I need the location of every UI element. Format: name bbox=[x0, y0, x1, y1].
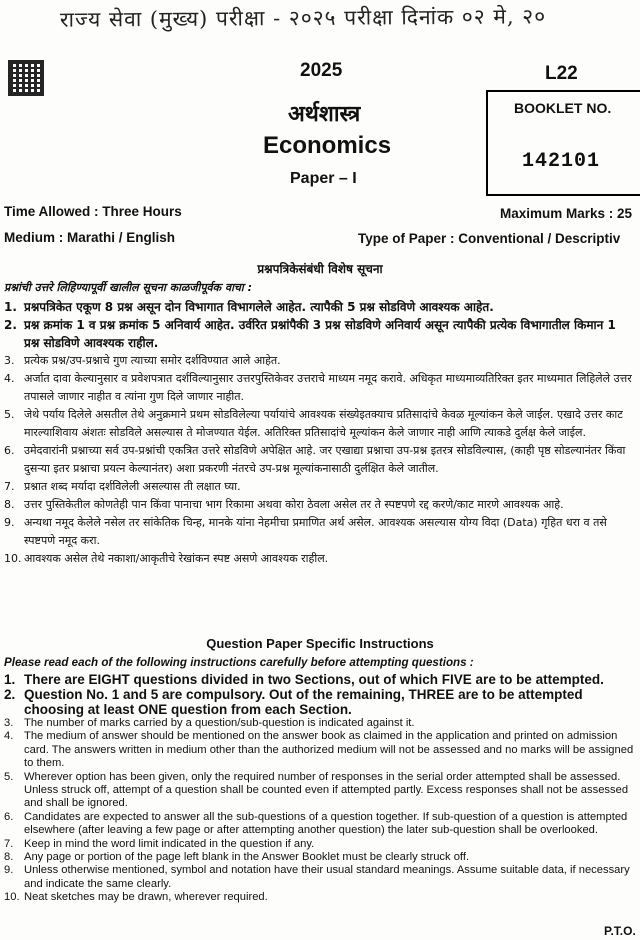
instruction-text: उमेदवारांनी प्रश्नाच्या सर्व उप-प्रश्नांची एकत्रित उत्तरे सोडविणे अपेक्षित आहे. जर एखाद्या प्रश्नाचा उप-प्रश्न इतरत्र सोडविल्यास, (काही पृष्ठ सोडल्यानंतर किंवा दुसऱ्या इतर प्रश्नाचा प्रयत्न केल्यानंतर) अशा प्रकरणी नंतरचे उप-प्रश्न मूल्यांकनासाठी दुर्लक्षित केले जातील. bbox=[24, 444, 626, 475]
english-instruction-item bbox=[4, 771, 636, 811]
instruction-text: Wherever option has been given, only the required number of responses in the serial order attempted shall be assessed. Unless struck off, attempt of a question shall be counted even if attempted partly. Excess responses shall not be assessed and shall be ignored. bbox=[24, 770, 629, 810]
instruction-number: 4. bbox=[4, 730, 14, 743]
english-instruction-item bbox=[4, 864, 636, 891]
instruction-number: 2. bbox=[4, 687, 16, 702]
subject-title-english: Economics bbox=[263, 132, 392, 159]
medium: Medium : Marathi / English bbox=[4, 230, 176, 245]
instruction-number: 5. bbox=[4, 770, 14, 783]
instruction-number: 1. bbox=[4, 672, 16, 687]
instruction-text: प्रत्येक प्रश्न/उप-प्रश्नाचे गुण त्याच्या समोर दर्शविण्यात आले आहेत. bbox=[24, 354, 281, 367]
english-instructions bbox=[4, 672, 636, 905]
marathi-instruction-item bbox=[4, 406, 634, 442]
marathi-instructions bbox=[4, 298, 634, 568]
instruction-number: 7. bbox=[4, 837, 14, 850]
instruction-text: The medium of answer should be mentioned on the answer book as claimed in the application and printed on admission card. The answers written in medium other than the authorized medium will not be assessed and no marks will be assigned to them. bbox=[24, 730, 634, 770]
marathi-instruction-item bbox=[4, 370, 634, 406]
instruction-number: 3. bbox=[4, 354, 15, 367]
instruction-text: Neat sketches may be drawn, wherever required. bbox=[24, 891, 268, 904]
instruction-number: 2. bbox=[4, 318, 17, 332]
paper-code: L22 bbox=[545, 63, 578, 84]
english-instruction-item bbox=[4, 730, 636, 770]
booklet-box bbox=[486, 90, 640, 196]
subject-title-marathi: अर्थशास्त्र bbox=[288, 102, 361, 127]
instruction-number: 10. bbox=[4, 552, 22, 565]
time-allowed: Time Allowed : Three Hours bbox=[4, 204, 182, 219]
instruction-text: Unless otherwise mentioned, symbol and notation have their usual standard meanings. Assume suitable data, if necessary and indicate the same clearly. bbox=[24, 864, 630, 890]
instruction-number: 7. bbox=[4, 480, 15, 493]
instruction-number: 9. bbox=[4, 516, 15, 529]
pto-label: P.T.O. bbox=[604, 924, 636, 938]
instruction-text: The number of marks carried by a question/sub-question is indicated against it. bbox=[24, 717, 415, 729]
marathi-instruction-item bbox=[4, 298, 634, 316]
handwritten-exam-note: राज्य सेवा (मुख्य) परीक्षा - २०२५ परीक्षा दिनांक ०२ मे, २० bbox=[59, 4, 547, 32]
instruction-number: 8. bbox=[4, 851, 14, 864]
paper-number: Paper – I bbox=[290, 170, 357, 187]
qr-code bbox=[8, 60, 44, 96]
instruction-text: प्रश्नात शब्द मर्यादा दर्शविलेली असल्यास ती लक्षात घ्या. bbox=[24, 480, 241, 493]
marathi-instruction-item bbox=[4, 478, 634, 496]
instruction-text: जेथे पर्याय दिलेले असतील तेथे अनुक्रमाने प्रथम सोडविलेल्या पर्यायांचे आवश्यक संख्येइतक्याच प्रतिसादांचे केवळ मूल्यांकन केले जाईल. एखादे उत्तर काट मारल्याशिवाय अंशतः सोडविले असल्यास ते मोजण्यात येईल. अतिरिक्त प्रतिसादांचे मूल्यांकन केले जाणार नाही आणि त्याकडे दुर्लक्ष केले जाईल. bbox=[24, 408, 623, 439]
instruction-text: अन्यथा नमूद केलेले नसेल तर सांकेतिक चिन्ह, मानके यांना नेहमीचा प्रमाणित अर्थ असेल. आवश्यक असल्यास योग्य विदा (Data) गृहित धरा व तसे स्पष्टपणे नमूद करा. bbox=[24, 516, 607, 547]
instruction-text: Candidates are expected to answer all the sub-questions of a question together. If sub-question of a question is attempted elsewhere (after leaving a few page or after attempting another question) the later sub-question shall be overlooked. bbox=[24, 810, 628, 837]
instruction-number: 3. bbox=[4, 717, 14, 729]
instruction-number: 8. bbox=[4, 498, 15, 511]
instruction-text: अर्जात दावा केल्यानुसार व प्रवेशपत्रात दर्शविल्यानुसार उत्तरपुस्तिकेवर उत्तराचे माध्यम नमूद करावे. अधिकृत माध्यमाव्यतिरिक्त इतर माध्यमात लिहिलेले उत्तर तपासले जाणार नाहीत व त्यांना गुण दिले जाणार नाहीत. bbox=[24, 372, 632, 403]
maximum-marks: Maximum Marks : 25 bbox=[500, 206, 633, 221]
booklet-number: 142101 bbox=[522, 150, 601, 173]
marathi-instruction-item bbox=[4, 550, 634, 568]
marathi-instruction-item bbox=[4, 442, 634, 478]
instruction-text: उत्तर पुस्तिकेतील कोणतेही पान किंवा पानाचा भाग रिकामा अथवा कोरा ठेवला असेल तर ते स्पष्टपणे रद्द करणे/काट मारणे आवश्यक आहे. bbox=[24, 498, 564, 511]
english-instruction-item bbox=[4, 838, 636, 851]
instruction-text: Question No. 1 and 5 are compulsory. Out of the remaining, THREE are to be attempted choosing at least ONE question from each Section. bbox=[24, 687, 583, 717]
marathi-instruction-item bbox=[4, 316, 634, 352]
instruction-number: 4. bbox=[4, 372, 15, 385]
instruction-text: आवश्यक असेल तेथे नकाशा/आकृतीचे रेखांकन स्पष्ट असणे आवश्यक राहील. bbox=[24, 552, 329, 565]
instruction-number: 1. bbox=[4, 300, 17, 314]
marathi-instruction-item bbox=[4, 352, 634, 370]
instruction-number: 5. bbox=[4, 408, 15, 421]
english-instruction-item bbox=[4, 851, 636, 864]
english-instruction-item bbox=[4, 687, 636, 717]
instruction-number: 9. bbox=[4, 864, 14, 877]
instruction-text: प्रश्न क्रमांक 1 व प्रश्न क्रमांक 5 अनिवार्य आहेत. उर्वरित प्रश्नांपैकी 3 प्रश्न सोडविणे अनिवार्य असून त्यापैकी प्रत्येक विभागातील किमान 1 प्रश्न सोडविणे आवश्यक राहील. bbox=[24, 318, 616, 350]
instruction-number: 10. bbox=[4, 891, 20, 904]
instruction-number: 6. bbox=[4, 444, 15, 457]
english-heading: Question Paper Specific Instructions bbox=[206, 636, 434, 651]
marathi-instruction-item bbox=[4, 496, 634, 514]
instruction-text: There are EIGHT questions divided in two Sections, out of which FIVE are to be attempted. bbox=[24, 672, 604, 687]
instruction-number: 6. bbox=[4, 810, 14, 823]
marathi-heading: प्रश्नपत्रिकेसंबंधी विशेष सूचना bbox=[257, 262, 383, 276]
english-intro: Please read each of the following instructions carefully before attempting questions : bbox=[4, 656, 474, 669]
english-instruction-item bbox=[4, 672, 636, 687]
english-instruction-item bbox=[4, 891, 636, 904]
marathi-intro: प्रश्नांची उत्तरे लिहिण्यापूर्वी खालील सूचना काळजीपूर्वक वाचा : bbox=[4, 281, 252, 294]
instruction-text: Keep in mind the word limit indicated in the question if any. bbox=[24, 837, 315, 850]
english-instruction-item bbox=[4, 811, 636, 838]
marathi-instruction-item bbox=[4, 514, 634, 550]
instruction-text: प्रश्नपत्रिकेत एकूण 8 प्रश्न असून दोन विभागात विभागलेले आहेत. त्यापैकी 5 प्रश्न सोडविणे आवश्यक आहेत. bbox=[24, 300, 494, 314]
instruction-text: Any page or portion of the page left blank in the Answer Booklet must be clearly struck off. bbox=[24, 851, 470, 864]
paper-type: Type of Paper : Conventional / Descriptiv bbox=[358, 231, 621, 246]
booklet-label: BOOKLET NO. bbox=[514, 100, 612, 116]
exam-year: 2025 bbox=[300, 60, 343, 81]
english-instruction-item bbox=[4, 717, 636, 730]
